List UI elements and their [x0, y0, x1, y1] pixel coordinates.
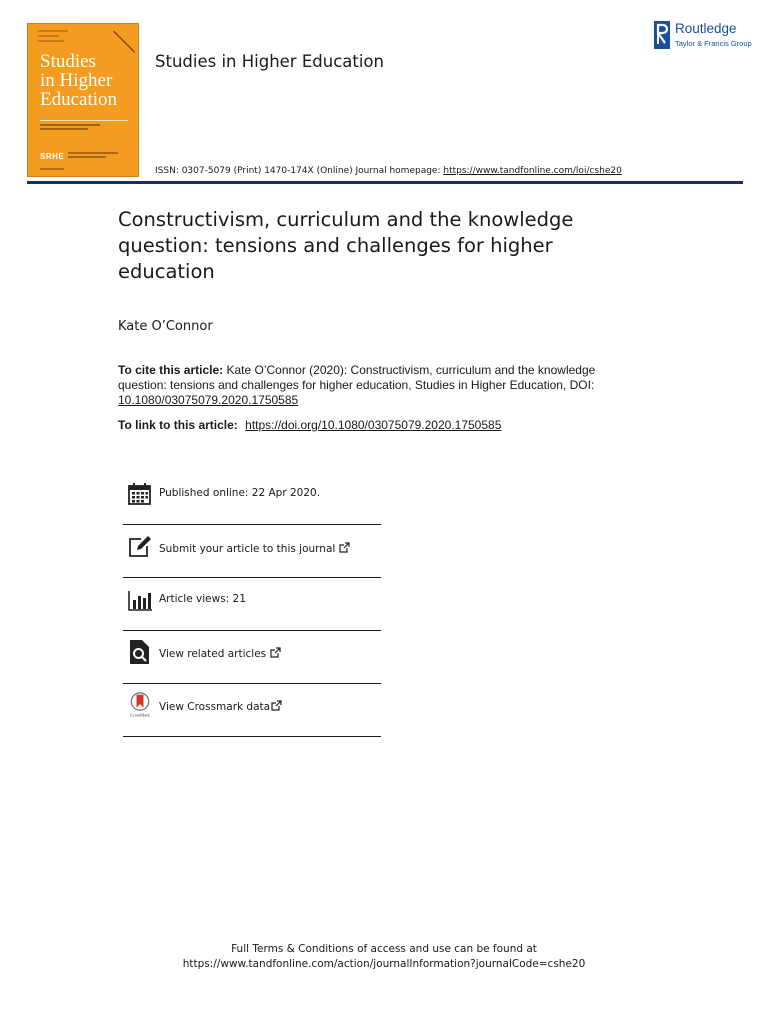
crossmark-label: View Crossmark data — [159, 701, 271, 713]
cite-text: Kate O’Connor (2020): Constructivism, curriculum and the knowledge question: tensions and challenges for higher education, Studies in Higher Education, DOI: — [118, 363, 596, 392]
terms-footer — [0, 942, 768, 972]
article-title: Constructivism, curriculum and the knowledge question: tensions and challenges for higher education — [118, 208, 574, 283]
journal-title: Studies in Higher Education — [155, 52, 384, 71]
external-link-icon — [270, 647, 281, 658]
cover-title-line-1: Studies — [40, 51, 96, 72]
article-views: Article views: 21 — [159, 593, 246, 605]
article-doi-url[interactable]: https://doi.org/10.1080/03075079.2020.1750585 — [245, 418, 502, 432]
journal-cover-image — [27, 23, 139, 177]
calendar-icon — [127, 481, 153, 507]
external-link-icon — [271, 700, 282, 711]
external-link-icon — [339, 542, 350, 553]
issn-text: ISSN: 0307-5079 (Print) 1470-174X (Online) Journal homepage: — [155, 166, 444, 176]
issn-line — [155, 166, 622, 176]
routledge-r-icon — [654, 21, 670, 49]
publisher-name: Routledge — [675, 21, 737, 36]
crossmark-row[interactable] — [123, 684, 381, 737]
cover-rule — [40, 120, 128, 121]
terms-line-1: Full Terms & Conditions of access and use can be found at — [231, 943, 537, 955]
crossmark-link[interactable] — [159, 700, 282, 713]
crossmark-icon — [127, 692, 153, 718]
related-articles-label: View related articles — [159, 648, 267, 660]
header-rule — [27, 181, 743, 184]
publisher-logo — [654, 21, 754, 51]
cover-srhe-badge: SRHE — [40, 152, 65, 161]
publisher-group: Taylor & Francis Group — [675, 39, 752, 48]
views-row — [123, 578, 381, 631]
crossmark-icon-label: CrossMark — [130, 712, 150, 718]
cover-title — [40, 52, 136, 109]
submit-article-label: Submit your article to this journal — [159, 543, 336, 555]
article-info-panel — [123, 472, 381, 737]
bar-chart-icon — [127, 588, 153, 614]
article-link-block — [118, 418, 678, 432]
cite-doi-link[interactable]: 10.1080/03075079.2020.1750585 — [118, 393, 299, 407]
link-label: To link to this article: — [118, 418, 238, 432]
cover-editor-print — [40, 124, 100, 129]
cover-foot-print — [40, 168, 64, 170]
author-name: Kate O’Connor — [118, 319, 213, 334]
cover-title-line-3: Education — [40, 89, 118, 110]
document-search-icon — [127, 639, 153, 665]
submit-article-link[interactable] — [159, 542, 350, 555]
journal-homepage-link[interactable]: https://www.tandfonline.com/loi/cshe20 — [443, 166, 622, 176]
cover-title-line-2: in Higher — [40, 70, 113, 91]
related-row[interactable] — [123, 631, 381, 684]
related-articles-link[interactable] — [159, 647, 281, 660]
submit-row[interactable] — [123, 525, 381, 578]
citation-block — [118, 363, 638, 408]
published-date: Published online: 22 Apr 2020. — [159, 487, 321, 499]
cover-small-print — [38, 30, 68, 52]
cover-diagonal-ribbon: ▬▬▬▬▬▬ — [111, 28, 138, 55]
cover-srhe-print — [68, 152, 118, 160]
edit-icon — [127, 534, 153, 560]
terms-url[interactable]: https://www.tandfonline.com/action/journalInformation?journalCode=cshe20 — [182, 958, 586, 970]
cite-label: To cite this article: — [118, 363, 224, 377]
published-row — [123, 472, 381, 525]
